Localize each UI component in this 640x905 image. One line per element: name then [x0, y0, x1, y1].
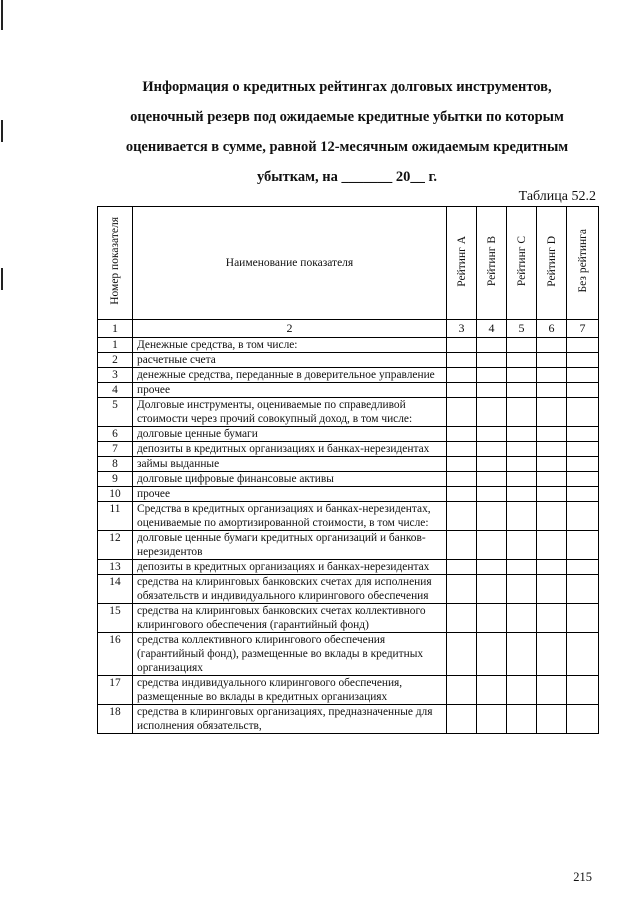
row-name: Средства в кредитных организациях и банках-нерезидентах, оцениваемые по амортизированной стоимости, в том числе:: [133, 502, 447, 531]
value-cell: [477, 427, 507, 442]
row-number: 2: [98, 353, 133, 368]
header-cell-num: [98, 207, 133, 320]
value-cell: [537, 705, 567, 734]
value-cell: [567, 502, 599, 531]
header-cell-no-rating: [567, 207, 599, 320]
value-cell: [477, 604, 507, 633]
value-cell: [477, 705, 507, 734]
value-cell: [567, 633, 599, 676]
col-number: 7: [567, 320, 599, 338]
header-rating-a: Рейтинг А: [455, 235, 468, 287]
value-cell: [537, 383, 567, 398]
value-cell: [537, 575, 567, 604]
table-row: [98, 531, 599, 560]
value-cell: [447, 531, 477, 560]
header-rating-b: Рейтинг В: [485, 235, 498, 287]
value-cell: [447, 368, 477, 383]
value-cell: [567, 472, 599, 487]
header-rating-d: Рейтинг D: [545, 235, 558, 287]
table-row: [98, 560, 599, 575]
value-cell: [567, 575, 599, 604]
value-cell: [507, 676, 537, 705]
value-cell: [537, 560, 567, 575]
value-cell: [537, 398, 567, 427]
value-cell: [567, 604, 599, 633]
value-cell: [477, 368, 507, 383]
value-cell: [507, 502, 537, 531]
value-cell: [537, 531, 567, 560]
row-name: расчетные счета: [133, 353, 447, 368]
row-number: 18: [98, 705, 133, 734]
row-number: 6: [98, 427, 133, 442]
value-cell: [567, 442, 599, 457]
row-number: 5: [98, 398, 133, 427]
header-rating-c: Рейтинг С: [515, 235, 528, 287]
value-cell: [477, 676, 507, 705]
value-cell: [477, 457, 507, 472]
value-cell: [477, 502, 507, 531]
value-cell: [567, 427, 599, 442]
value-cell: [477, 398, 507, 427]
table-row: [98, 502, 599, 531]
value-cell: [537, 487, 567, 502]
page-number: 215: [573, 870, 592, 884]
value-cell: [537, 353, 567, 368]
value-cell: [447, 676, 477, 705]
row-name: денежные средства, переданные в доверительное управление: [133, 368, 447, 383]
row-name: долговые ценные бумаги: [133, 427, 447, 442]
value-cell: [507, 353, 537, 368]
header-no-rating: Без рейтинга: [576, 229, 589, 293]
row-name: Долговые инструменты, оцениваемые по справедливой стоимости через прочий совокупный доход, в том числе:: [133, 398, 447, 427]
value-cell: [447, 633, 477, 676]
title-line-1: Информация о кредитных рейтингах долговых инструментов,: [142, 79, 552, 95]
table-row: [98, 575, 599, 604]
value-cell: [447, 427, 477, 442]
row-number: 7: [98, 442, 133, 457]
table-row: [98, 604, 599, 633]
value-cell: [537, 338, 567, 353]
value-cell: [447, 383, 477, 398]
value-cell: [447, 487, 477, 502]
table-row: [98, 442, 599, 457]
value-cell: [537, 427, 567, 442]
row-number: 12: [98, 531, 133, 560]
row-number: 8: [98, 457, 133, 472]
value-cell: [447, 604, 477, 633]
value-cell: [507, 487, 537, 502]
table-row: [98, 427, 599, 442]
row-name: Денежные средства, в том числе:: [133, 338, 447, 353]
value-cell: [447, 472, 477, 487]
value-cell: [477, 560, 507, 575]
row-name: средства индивидуального клирингового обеспечения, размещенные во вклады в кредитных организациях: [133, 676, 447, 705]
value-cell: [567, 398, 599, 427]
row-name: прочее: [133, 383, 447, 398]
row-name: депозиты в кредитных организациях и банках-нерезидентах: [133, 560, 447, 575]
table-row: [98, 487, 599, 502]
value-cell: [477, 353, 507, 368]
value-cell: [537, 502, 567, 531]
table-label: Таблица 52.2: [518, 189, 596, 204]
row-name: займы выданные: [133, 457, 447, 472]
row-number: 10: [98, 487, 133, 502]
value-cell: [447, 338, 477, 353]
header-cell-rating-b: [477, 207, 507, 320]
row-name: средства коллективного клирингового обеспечения (гарантийный фонд), размещенные во вклады в кредитных организациях: [133, 633, 447, 676]
document-title: [96, 72, 598, 192]
value-cell: [567, 368, 599, 383]
table-row: [98, 472, 599, 487]
row-number: 15: [98, 604, 133, 633]
col-number: 5: [507, 320, 537, 338]
value-cell: [537, 472, 567, 487]
value-cell: [537, 633, 567, 676]
value-cell: [537, 368, 567, 383]
header-row: [98, 207, 599, 320]
table-row: [98, 338, 599, 353]
col-number: 4: [477, 320, 507, 338]
value-cell: [507, 575, 537, 604]
value-cell: [567, 531, 599, 560]
row-name: средства на клиринговых банковских счетах коллективного клирингового обеспечения (гарантийный фонд): [133, 604, 447, 633]
value-cell: [507, 472, 537, 487]
value-cell: [567, 560, 599, 575]
value-cell: [447, 442, 477, 457]
value-cell: [507, 531, 537, 560]
row-name: долговые ценные бумаги кредитных организаций и банков-нерезидентов: [133, 531, 447, 560]
title-line-3: оценивается в сумме, равной 12-месячным ожидаемым кредитным: [125, 139, 569, 155]
value-cell: [507, 427, 537, 442]
value-cell: [537, 604, 567, 633]
header-cell-rating-c: [507, 207, 537, 320]
table-row: [98, 398, 599, 427]
col-number: 6: [537, 320, 567, 338]
value-cell: [567, 676, 599, 705]
value-cell: [507, 604, 537, 633]
value-cell: [507, 368, 537, 383]
scan-edge-mark: [1, 120, 3, 142]
row-number: 9: [98, 472, 133, 487]
value-cell: [447, 575, 477, 604]
column-number-row: [98, 320, 599, 338]
value-cell: [447, 398, 477, 427]
header-name: Наименование показателя: [133, 207, 447, 320]
value-cell: [477, 383, 507, 398]
value-cell: [507, 560, 537, 575]
row-number: 3: [98, 368, 133, 383]
table-row: [98, 705, 599, 734]
col-number: 2: [133, 320, 447, 338]
value-cell: [567, 457, 599, 472]
row-name: депозиты в кредитных организациях и банках-нерезидентах: [133, 442, 447, 457]
table-row: [98, 633, 599, 676]
value-cell: [447, 705, 477, 734]
table-body: [98, 338, 599, 734]
value-cell: [507, 383, 537, 398]
row-number: 4: [98, 383, 133, 398]
value-cell: [477, 472, 507, 487]
row-number: 1: [98, 338, 133, 353]
table-row: [98, 676, 599, 705]
value-cell: [507, 398, 537, 427]
row-number: 17: [98, 676, 133, 705]
header-cell-rating-d: [537, 207, 567, 320]
ratings-table: [97, 206, 599, 734]
value-cell: [507, 633, 537, 676]
row-name: долговые цифровые финансовые активы: [133, 472, 447, 487]
value-cell: [537, 457, 567, 472]
row-number: 13: [98, 560, 133, 575]
header-cell-rating-a: [447, 207, 477, 320]
value-cell: [567, 338, 599, 353]
row-number: 14: [98, 575, 133, 604]
value-cell: [567, 487, 599, 502]
title-line-2: оценочный резерв под ожидаемые кредитные убытки по которым: [130, 109, 564, 125]
value-cell: [477, 338, 507, 353]
value-cell: [567, 383, 599, 398]
value-cell: [537, 676, 567, 705]
row-name: средства на клиринговых банковских счетах для исполнения обязательств и индивидуального клирингового обеспечения: [133, 575, 447, 604]
row-number: 11: [98, 502, 133, 531]
value-cell: [477, 633, 507, 676]
value-cell: [507, 457, 537, 472]
row-name: средства в клиринговых организациях, предназначенные для исполнения обязательств,: [133, 705, 447, 734]
value-cell: [477, 531, 507, 560]
table-row: [98, 353, 599, 368]
table-row: [98, 383, 599, 398]
col-number: 1: [98, 320, 133, 338]
title-line-4: убыткам, на _______ 20__ г.: [256, 169, 438, 185]
scan-edge-mark: [1, 0, 3, 30]
value-cell: [507, 338, 537, 353]
value-cell: [447, 457, 477, 472]
value-cell: [507, 705, 537, 734]
scan-edge-mark: [1, 268, 3, 290]
table-row: [98, 368, 599, 383]
value-cell: [507, 442, 537, 457]
header-num: Номер показателя: [109, 217, 121, 305]
value-cell: [447, 353, 477, 368]
value-cell: [477, 575, 507, 604]
value-cell: [537, 442, 567, 457]
value-cell: [447, 502, 477, 531]
row-number: 16: [98, 633, 133, 676]
value-cell: [567, 705, 599, 734]
table-row: [98, 457, 599, 472]
value-cell: [567, 353, 599, 368]
col-number: 3: [447, 320, 477, 338]
row-name: прочее: [133, 487, 447, 502]
value-cell: [477, 442, 507, 457]
value-cell: [477, 487, 507, 502]
value-cell: [447, 560, 477, 575]
